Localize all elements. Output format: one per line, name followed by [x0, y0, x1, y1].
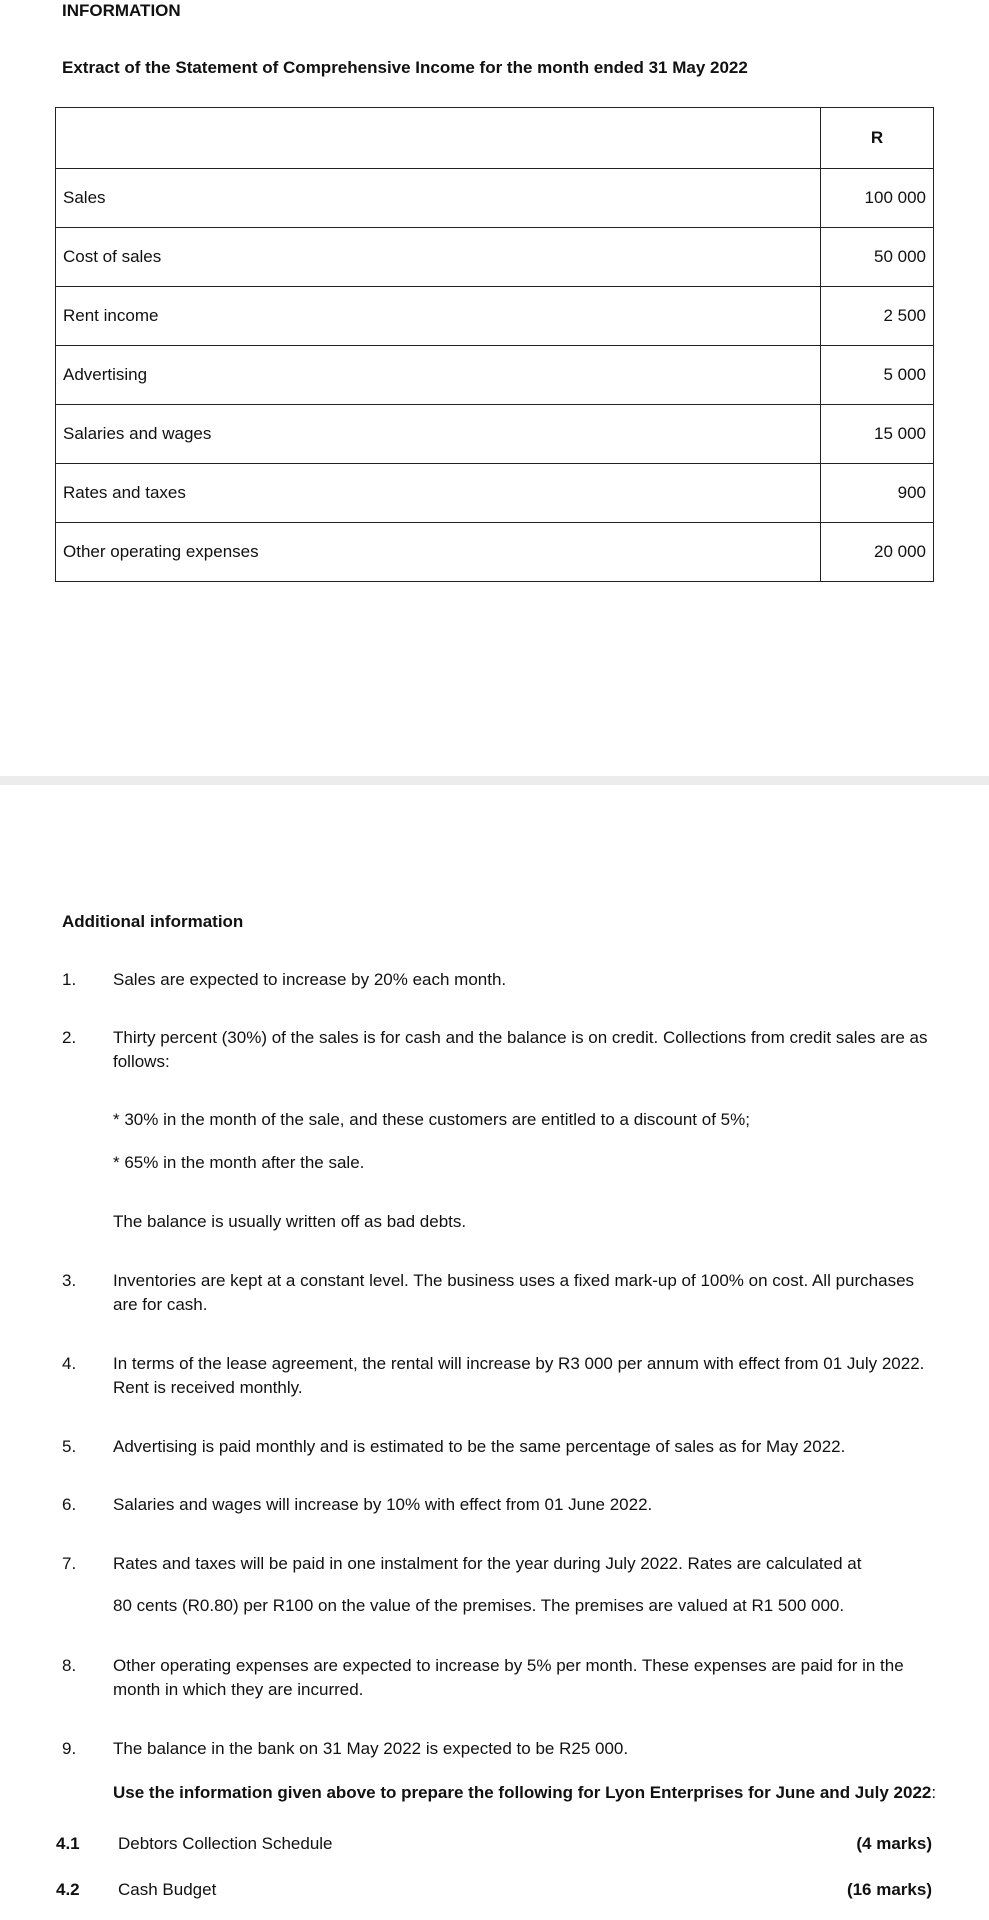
- collection-note: * 65% in the month after the sale.: [113, 1153, 365, 1172]
- statement-title: Extract of the Statement of Comprehensive Income for the month ended 31 May 2022: [62, 58, 748, 77]
- item-number: 1.: [62, 970, 77, 989]
- row-amount: 2 500: [821, 287, 934, 346]
- question-number: 4.1: [56, 1834, 80, 1853]
- list-item: Advertising is paid monthly and is estimated to be the same percentage of sales as for May 2022.: [113, 1437, 846, 1456]
- item-number: 2.: [62, 1028, 77, 1047]
- item-number: 7.: [62, 1554, 77, 1573]
- instruction-colon: :: [931, 1783, 937, 1802]
- question-text: Debtors Collection Schedule: [118, 1834, 333, 1853]
- rates-continuation: 80 cents (R0.80) per R100 on the value of the premises. The premises are valued at R1 500 000.: [113, 1596, 845, 1615]
- list-item: Other operating expenses are expected to increase by 5% per month. These expenses are paid for in the month in which they are incurred.: [113, 1656, 904, 1699]
- table-row: [56, 346, 934, 405]
- row-label: Advertising: [56, 346, 821, 405]
- row-amount: 20 000: [821, 523, 934, 582]
- list-item: Rates and taxes will be paid in one instalment for the year during July 2022. Rates are calculated at: [113, 1554, 862, 1573]
- question-text: Cash Budget: [118, 1880, 217, 1899]
- information-heading: INFORMATION: [62, 1, 181, 20]
- item-number: 5.: [62, 1437, 77, 1456]
- row-label: Rates and taxes: [56, 464, 821, 523]
- list-item: Inventories are kept at a constant level. The business uses a fixed mark-up of 100% on cost. All purchases are for cash.: [113, 1271, 915, 1314]
- list-item: Thirty percent (30%) of the sales is for cash and the balance is on credit. Collections from credit sales are as follows:: [113, 1028, 928, 1071]
- row-label: Salaries and wages: [56, 405, 821, 464]
- table-row: [56, 287, 934, 346]
- additional-info-heading: Additional information: [62, 912, 244, 931]
- item-number: 8.: [62, 1656, 77, 1675]
- income-statement-table: [55, 107, 934, 582]
- list-item: Salaries and wages will increase by 10% with effect from 01 June 2022.: [113, 1495, 653, 1514]
- row-label: Sales: [56, 169, 821, 228]
- table-row: [56, 405, 934, 464]
- currency-header: R: [821, 108, 934, 169]
- instruction-body: Use the information given above to prepare the following for Lyon Enterprises for June and July 2022: [113, 1783, 932, 1802]
- item-number: 3.: [62, 1271, 77, 1290]
- instruction-text: [113, 1783, 936, 1803]
- list-item: The balance in the bank on 31 May 2022 is expected to be R25 000.: [113, 1739, 629, 1758]
- row-amount: 900: [821, 464, 934, 523]
- collection-note: * 30% in the month of the sale, and these customers are entitled to a discount of 5%;: [113, 1110, 750, 1129]
- item-number: 9.: [62, 1739, 77, 1758]
- table-row: [56, 228, 934, 287]
- question-marks: (16 marks): [846, 1880, 932, 1899]
- question-marks: (4 marks): [856, 1834, 932, 1853]
- list-item: In terms of the lease agreement, the rental will increase by R3 000 per annum with effect from 01 July 2022. Rent is received monthly.: [113, 1354, 925, 1397]
- row-label: Rent income: [56, 287, 821, 346]
- row-amount: 100 000: [821, 169, 934, 228]
- row-label: Other operating expenses: [56, 523, 821, 582]
- row-amount: 50 000: [821, 228, 934, 287]
- table-row: [56, 464, 934, 523]
- page-divider: [0, 776, 989, 785]
- table-header-blank: [56, 108, 821, 169]
- table-header-row: [56, 108, 934, 169]
- row-amount: 5 000: [821, 346, 934, 405]
- item-number: 4.: [62, 1354, 77, 1373]
- item-number: 6.: [62, 1495, 77, 1514]
- table-row: [56, 523, 934, 582]
- row-label: Cost of sales: [56, 228, 821, 287]
- question-number: 4.2: [56, 1880, 80, 1899]
- bad-debts-note: The balance is usually written off as bad debts.: [113, 1212, 467, 1231]
- table-row: [56, 169, 934, 228]
- list-item: Sales are expected to increase by 20% each month.: [113, 970, 507, 989]
- row-amount: 15 000: [821, 405, 934, 464]
